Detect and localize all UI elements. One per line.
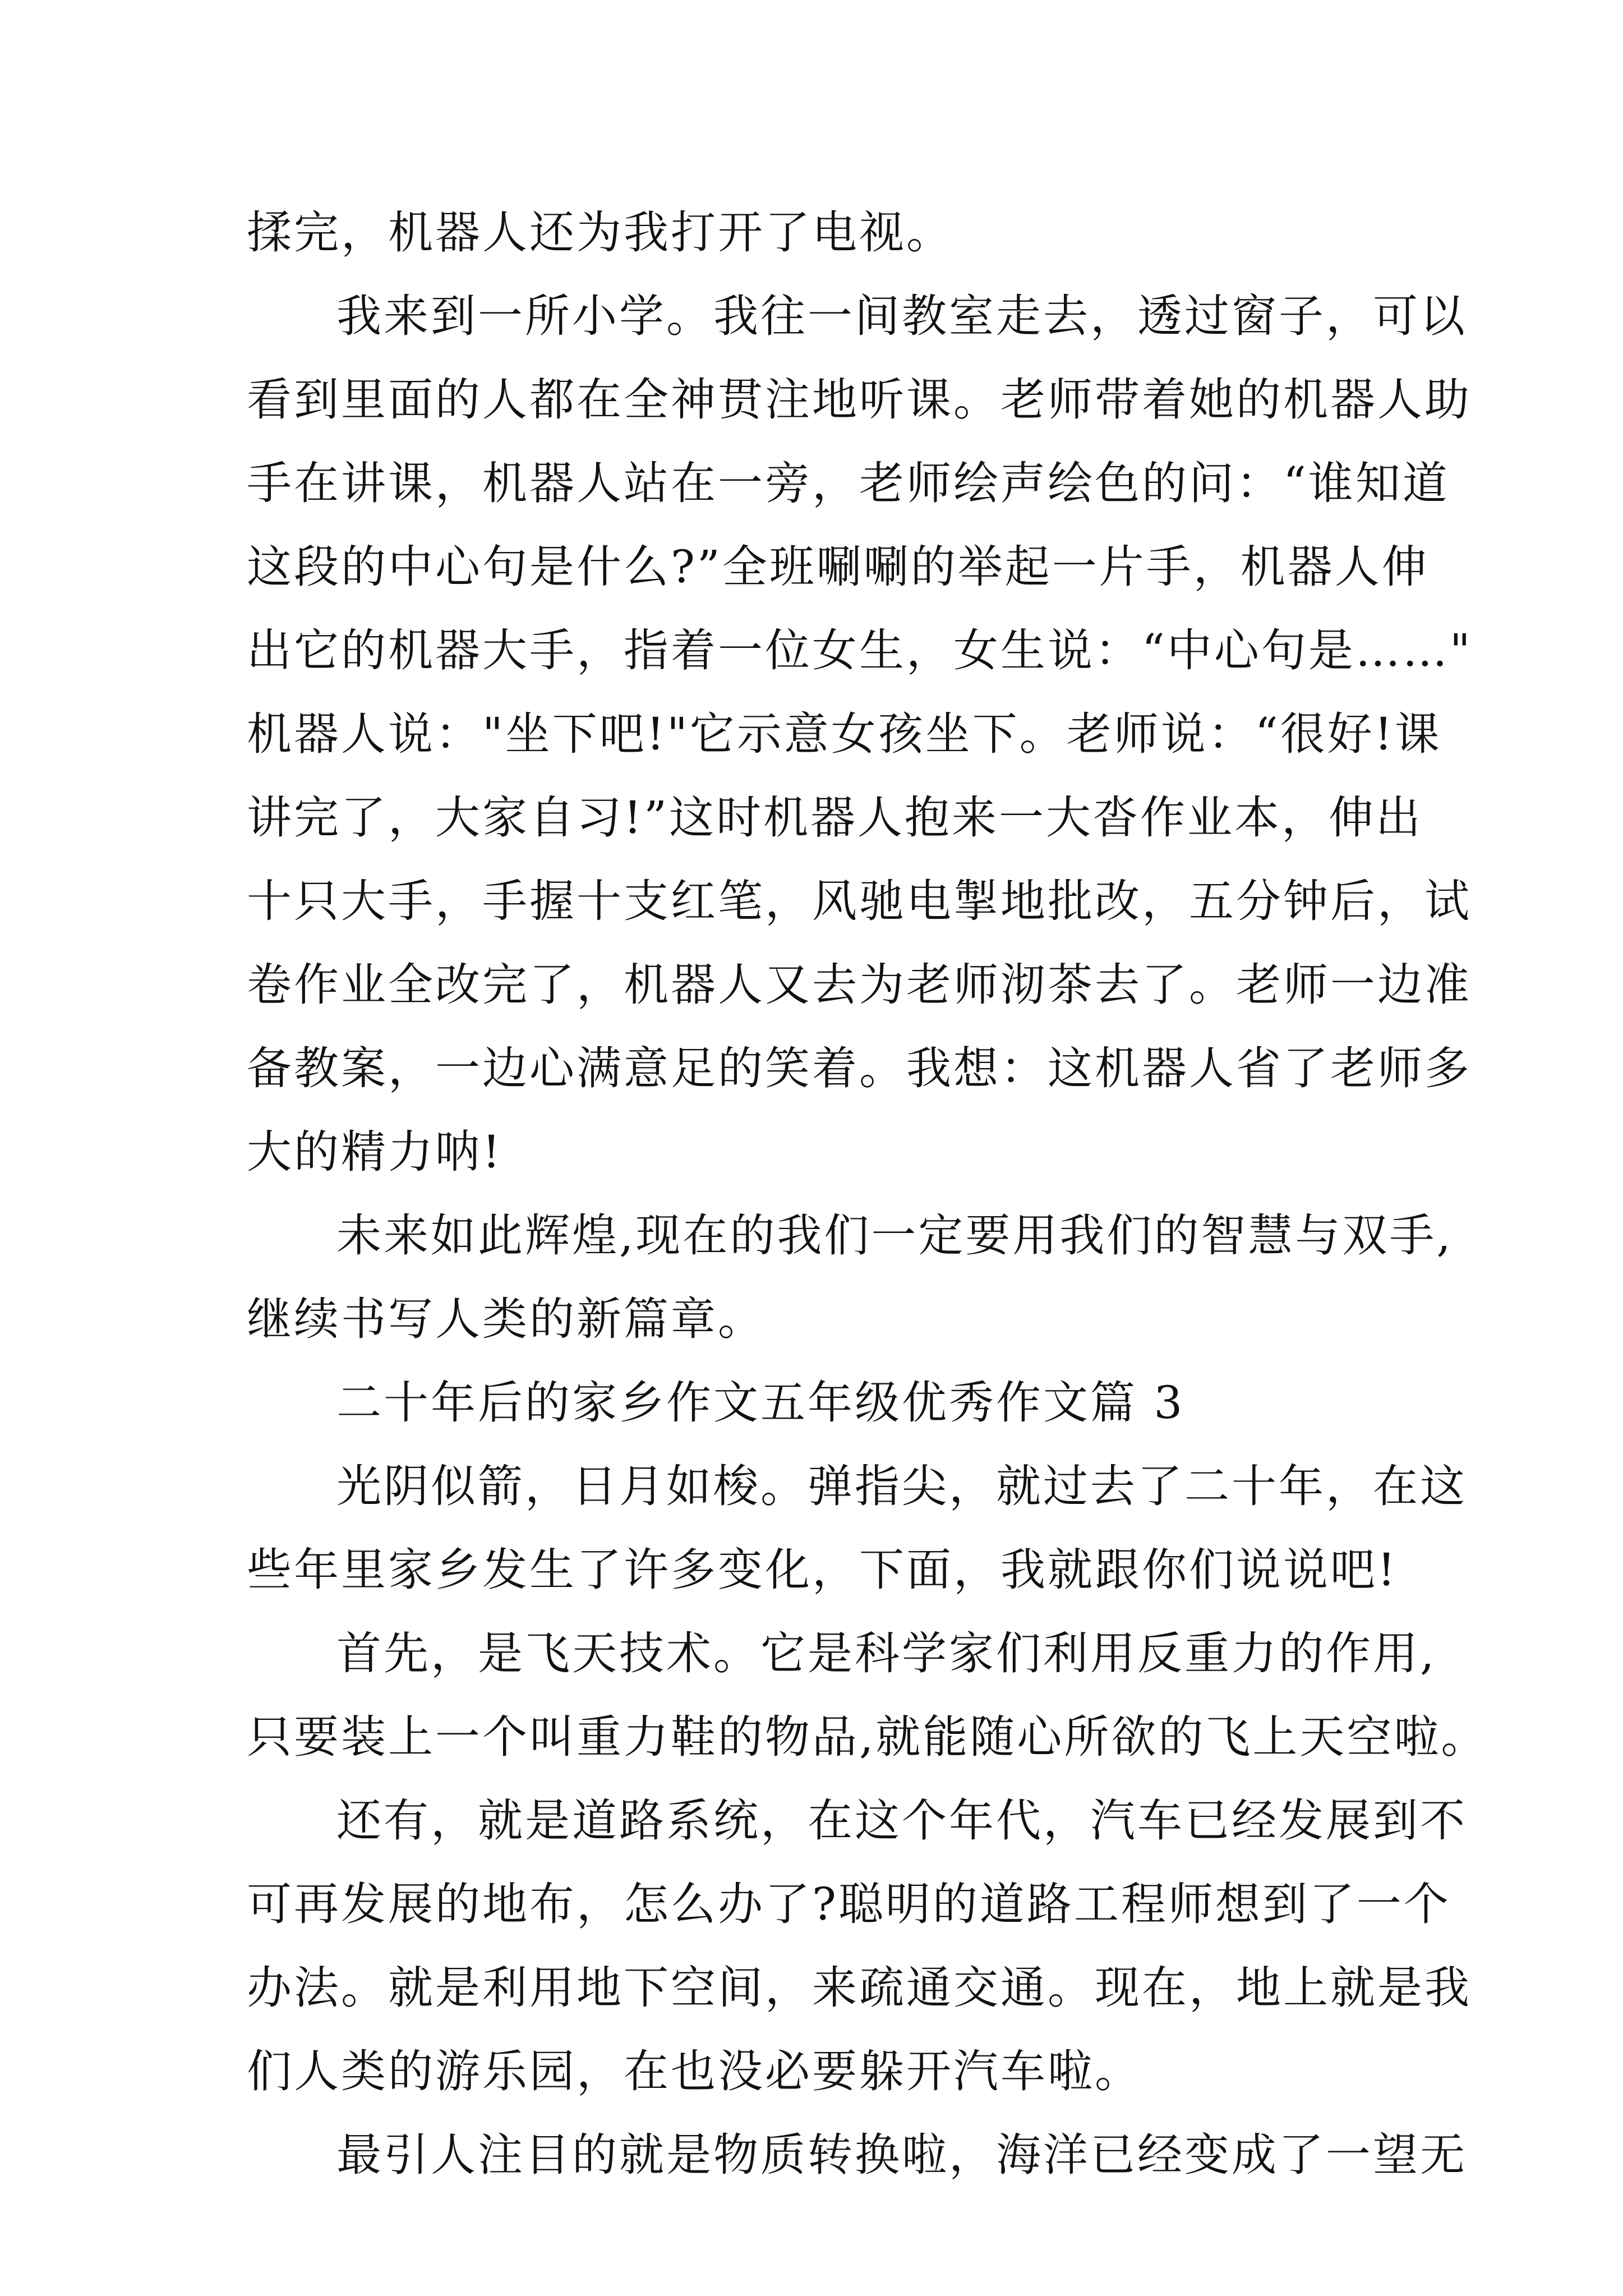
- text-line: 们人类的游乐园，在也没必要躲开汽车啦。: [247, 2045, 1142, 2097]
- text-line: 这段的中心句是什么?”全班唰唰的举起一片手，机器人伸: [247, 541, 1429, 593]
- text-line: 卷作业全改完了，机器人又去为老师沏茶去了。老师一边准: [247, 959, 1472, 1011]
- text-line: 还有，就是道路系统，在这个年代，汽车已经发展到不: [336, 1795, 1467, 1847]
- text-line: 只要装上一个叫重力鞋的物品,就能随心所欲的飞上天空啦。: [247, 1711, 1488, 1763]
- text-line: 最引人注目的就是物质转换啦，海洋已经变成了一望无: [336, 2129, 1467, 2181]
- text-line: 讲完了，大家自习!”这时机器人抱来一大沓作业本，伸出: [247, 792, 1423, 844]
- text-line: 首先，是飞天技术。它是科学家们利用反重力的作用,: [336, 1627, 1437, 1680]
- text-line: 我来到一所小学。我往一间教室走去，透过窗子，可以: [336, 290, 1467, 342]
- text-line: 手在讲课，机器人站在一旁，老师绘声绘色的问：“谁知道: [247, 457, 1450, 509]
- text-line: 揉完，机器人还为我打开了电视。: [247, 206, 953, 259]
- text-line: 继续书写人类的新篇章。: [247, 1293, 765, 1345]
- text-line: 可再发展的地布，怎么办了?聪明的道路工程师想到了一个: [247, 1878, 1451, 1930]
- text-line: 大的精力呐!: [247, 1126, 503, 1178]
- section-heading: 二十年后的家乡作文五年级优秀作文篇 3: [336, 1377, 1185, 1429]
- text-line: 些年里家乡发生了许多变化，下面，我就跟你们说说吧!: [247, 1544, 1398, 1596]
- document-body: [247, 191, 1488, 2197]
- text-line: 出它的机器大手，指着一位女生，女生说：“中心句是……": [247, 624, 1473, 677]
- text-line: 看到里面的人都在全神贯注地听课。老师带着她的机器人助: [247, 374, 1472, 426]
- text-line: 机器人说："坐下吧!"它示意女孩坐下。老师说：“很好!课: [247, 708, 1442, 760]
- text-line: 备教案，一边心满意足的笑着。我想：这机器人省了老师多: [247, 1042, 1472, 1094]
- text-line: 未来如此辉煌,现在的我们一定要用我们的智慧与双手,: [336, 1209, 1453, 1262]
- text-line: 十只大手，手握十支红笔，风驰电掣地批改，五分钟后，试: [247, 875, 1472, 927]
- text-line: 光阴似箭，日月如梭。弹指尖，就过去了二十年，在这: [336, 1460, 1467, 1512]
- text-line: 办法。就是利用地下空间，来疏通交通。现在，地上就是我: [247, 1962, 1472, 2014]
